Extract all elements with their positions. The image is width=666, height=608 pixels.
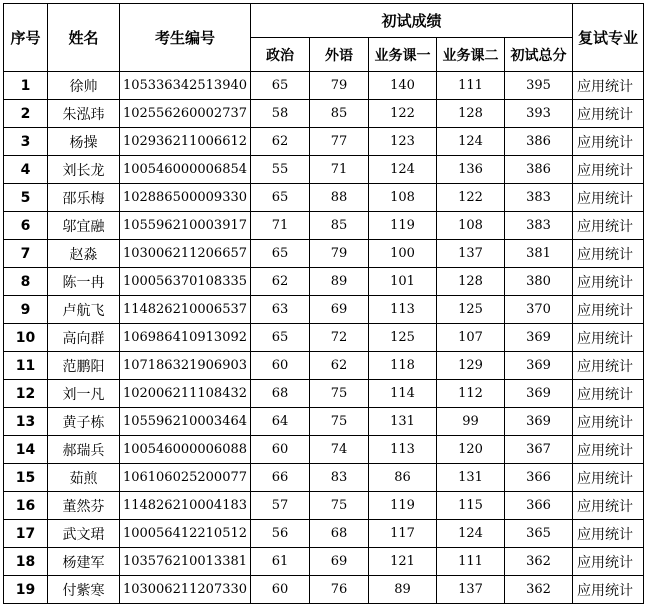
cell-course1: 118 bbox=[369, 352, 437, 380]
table-row bbox=[4, 268, 644, 296]
cell-major: 应用统计 bbox=[573, 548, 644, 576]
cell-seq: 9 bbox=[4, 296, 48, 324]
cell-exam-id: 102886500009330 bbox=[120, 184, 251, 212]
cell-course1: 100 bbox=[369, 240, 437, 268]
cell-exam-id: 100546000006088 bbox=[120, 436, 251, 464]
cell-foreign-lang: 72 bbox=[310, 324, 369, 352]
table-row bbox=[4, 156, 644, 184]
cell-exam-id: 107186321906903 bbox=[120, 352, 251, 380]
cell-course2: 120 bbox=[437, 436, 505, 464]
cell-exam-id: 105596210003464 bbox=[120, 408, 251, 436]
table-row bbox=[4, 212, 644, 240]
cell-name: 卢航飞 bbox=[48, 296, 120, 324]
cell-major: 应用统计 bbox=[573, 576, 644, 604]
cell-seq: 7 bbox=[4, 240, 48, 268]
cell-total: 362 bbox=[505, 576, 573, 604]
cell-name: 朱泓玮 bbox=[48, 100, 120, 128]
cell-total: 369 bbox=[505, 324, 573, 352]
cell-politics: 71 bbox=[251, 212, 310, 240]
cell-course1: 122 bbox=[369, 100, 437, 128]
cell-name: 杨操 bbox=[48, 128, 120, 156]
cell-name: 邵乐梅 bbox=[48, 184, 120, 212]
cell-course2: 125 bbox=[437, 296, 505, 324]
score-table bbox=[3, 3, 644, 604]
cell-total: 383 bbox=[505, 184, 573, 212]
cell-seq: 11 bbox=[4, 352, 48, 380]
cell-major: 应用统计 bbox=[573, 408, 644, 436]
cell-seq: 8 bbox=[4, 268, 48, 296]
cell-foreign-lang: 68 bbox=[310, 520, 369, 548]
cell-major: 应用统计 bbox=[573, 324, 644, 352]
cell-politics: 65 bbox=[251, 324, 310, 352]
cell-foreign-lang: 77 bbox=[310, 128, 369, 156]
cell-total: 386 bbox=[505, 156, 573, 184]
cell-exam-id: 102006211108432 bbox=[120, 380, 251, 408]
cell-course1: 86 bbox=[369, 464, 437, 492]
cell-major: 应用统计 bbox=[573, 464, 644, 492]
cell-major: 应用统计 bbox=[573, 184, 644, 212]
cell-politics: 66 bbox=[251, 464, 310, 492]
cell-foreign-lang: 74 bbox=[310, 436, 369, 464]
header-seq: 序号 bbox=[4, 4, 48, 72]
score-table-container bbox=[3, 3, 644, 604]
cell-course2: 99 bbox=[437, 408, 505, 436]
cell-seq: 1 bbox=[4, 72, 48, 100]
table-row bbox=[4, 324, 644, 352]
cell-exam-id: 102936211006612 bbox=[120, 128, 251, 156]
cell-major: 应用统计 bbox=[573, 352, 644, 380]
cell-course2: 128 bbox=[437, 100, 505, 128]
cell-foreign-lang: 83 bbox=[310, 464, 369, 492]
cell-course1: 101 bbox=[369, 268, 437, 296]
cell-course2: 124 bbox=[437, 128, 505, 156]
cell-name: 刘一凡 bbox=[48, 380, 120, 408]
cell-foreign-lang: 62 bbox=[310, 352, 369, 380]
cell-foreign-lang: 69 bbox=[310, 296, 369, 324]
cell-exam-id: 105596210003917 bbox=[120, 212, 251, 240]
cell-course1: 140 bbox=[369, 72, 437, 100]
cell-exam-id: 106106025200077 bbox=[120, 464, 251, 492]
cell-total: 380 bbox=[505, 268, 573, 296]
cell-exam-id: 100056370108335 bbox=[120, 268, 251, 296]
cell-foreign-lang: 71 bbox=[310, 156, 369, 184]
cell-total: 367 bbox=[505, 436, 573, 464]
cell-major: 应用统计 bbox=[573, 436, 644, 464]
cell-politics: 62 bbox=[251, 268, 310, 296]
cell-name: 武文珺 bbox=[48, 520, 120, 548]
cell-seq: 14 bbox=[4, 436, 48, 464]
cell-seq: 6 bbox=[4, 212, 48, 240]
cell-name: 范鹏阳 bbox=[48, 352, 120, 380]
cell-name: 黄子栋 bbox=[48, 408, 120, 436]
cell-course2: 137 bbox=[437, 240, 505, 268]
table-row bbox=[4, 100, 644, 128]
cell-course1: 117 bbox=[369, 520, 437, 548]
cell-foreign-lang: 75 bbox=[310, 380, 369, 408]
cell-foreign-lang: 85 bbox=[310, 212, 369, 240]
cell-major: 应用统计 bbox=[573, 380, 644, 408]
cell-course1: 113 bbox=[369, 296, 437, 324]
cell-name: 赵淼 bbox=[48, 240, 120, 268]
cell-total: 369 bbox=[505, 352, 573, 380]
cell-foreign-lang: 79 bbox=[310, 72, 369, 100]
cell-foreign-lang: 69 bbox=[310, 548, 369, 576]
header-name: 姓名 bbox=[48, 4, 120, 72]
cell-name: 杨建军 bbox=[48, 548, 120, 576]
cell-politics: 64 bbox=[251, 408, 310, 436]
cell-total: 386 bbox=[505, 128, 573, 156]
cell-seq: 12 bbox=[4, 380, 48, 408]
cell-seq: 13 bbox=[4, 408, 48, 436]
header-course2: 业务课二 bbox=[437, 38, 505, 72]
cell-major: 应用统计 bbox=[573, 492, 644, 520]
cell-seq: 19 bbox=[4, 576, 48, 604]
cell-foreign-lang: 75 bbox=[310, 408, 369, 436]
cell-total: 366 bbox=[505, 464, 573, 492]
header-course1: 业务课一 bbox=[369, 38, 437, 72]
cell-politics: 62 bbox=[251, 128, 310, 156]
cell-course2: 108 bbox=[437, 212, 505, 240]
cell-total: 381 bbox=[505, 240, 573, 268]
cell-total: 366 bbox=[505, 492, 573, 520]
cell-course1: 125 bbox=[369, 324, 437, 352]
table-row bbox=[4, 464, 644, 492]
cell-course1: 121 bbox=[369, 548, 437, 576]
cell-course1: 119 bbox=[369, 492, 437, 520]
cell-foreign-lang: 85 bbox=[310, 100, 369, 128]
table-row bbox=[4, 436, 644, 464]
table-row bbox=[4, 296, 644, 324]
cell-course2: 137 bbox=[437, 576, 505, 604]
header-prelim-total: 初试总分 bbox=[505, 38, 573, 72]
table-row bbox=[4, 520, 644, 548]
table-row bbox=[4, 380, 644, 408]
cell-exam-id: 103006211206657 bbox=[120, 240, 251, 268]
cell-major: 应用统计 bbox=[573, 128, 644, 156]
cell-name: 郝瑞兵 bbox=[48, 436, 120, 464]
cell-major: 应用统计 bbox=[573, 296, 644, 324]
cell-name: 刘长龙 bbox=[48, 156, 120, 184]
cell-politics: 60 bbox=[251, 436, 310, 464]
cell-seq: 4 bbox=[4, 156, 48, 184]
cell-foreign-lang: 76 bbox=[310, 576, 369, 604]
header-retest-major: 复试专业 bbox=[573, 4, 644, 72]
cell-politics: 60 bbox=[251, 352, 310, 380]
cell-foreign-lang: 79 bbox=[310, 240, 369, 268]
cell-exam-id: 103576210013381 bbox=[120, 548, 251, 576]
cell-course1: 123 bbox=[369, 128, 437, 156]
cell-major: 应用统计 bbox=[573, 100, 644, 128]
cell-major: 应用统计 bbox=[573, 212, 644, 240]
cell-politics: 65 bbox=[251, 240, 310, 268]
cell-course2: 131 bbox=[437, 464, 505, 492]
cell-course2: 122 bbox=[437, 184, 505, 212]
cell-seq: 2 bbox=[4, 100, 48, 128]
header-foreign-lang: 外语 bbox=[310, 38, 369, 72]
cell-politics: 65 bbox=[251, 184, 310, 212]
cell-course1: 131 bbox=[369, 408, 437, 436]
cell-major: 应用统计 bbox=[573, 72, 644, 100]
cell-exam-id: 100546000006854 bbox=[120, 156, 251, 184]
table-row bbox=[4, 492, 644, 520]
cell-exam-id: 105336342513940 bbox=[120, 72, 251, 100]
cell-course2: 124 bbox=[437, 520, 505, 548]
cell-exam-id: 100056412210512 bbox=[120, 520, 251, 548]
cell-total: 395 bbox=[505, 72, 573, 100]
header-prelim-group: 初试成绩 bbox=[251, 4, 573, 38]
cell-seq: 17 bbox=[4, 520, 48, 548]
cell-name: 茹煎 bbox=[48, 464, 120, 492]
table-row bbox=[4, 72, 644, 100]
cell-course2: 115 bbox=[437, 492, 505, 520]
cell-course2: 107 bbox=[437, 324, 505, 352]
cell-exam-id: 114826210004183 bbox=[120, 492, 251, 520]
cell-seq: 15 bbox=[4, 464, 48, 492]
cell-course1: 119 bbox=[369, 212, 437, 240]
table-row bbox=[4, 352, 644, 380]
cell-name: 邬宜融 bbox=[48, 212, 120, 240]
cell-total: 369 bbox=[505, 380, 573, 408]
cell-foreign-lang: 88 bbox=[310, 184, 369, 212]
table-row bbox=[4, 548, 644, 576]
table-row bbox=[4, 576, 644, 604]
cell-politics: 60 bbox=[251, 576, 310, 604]
table-row bbox=[4, 240, 644, 268]
cell-major: 应用统计 bbox=[573, 240, 644, 268]
cell-seq: 5 bbox=[4, 184, 48, 212]
cell-course2: 111 bbox=[437, 72, 505, 100]
cell-seq: 10 bbox=[4, 324, 48, 352]
cell-politics: 68 bbox=[251, 380, 310, 408]
cell-major: 应用统计 bbox=[573, 156, 644, 184]
cell-exam-id: 106986410913092 bbox=[120, 324, 251, 352]
cell-total: 365 bbox=[505, 520, 573, 548]
cell-name: 陈一冉 bbox=[48, 268, 120, 296]
cell-politics: 58 bbox=[251, 100, 310, 128]
cell-total: 369 bbox=[505, 408, 573, 436]
table-row bbox=[4, 128, 644, 156]
cell-major: 应用统计 bbox=[573, 520, 644, 548]
cell-exam-id: 102556260002737 bbox=[120, 100, 251, 128]
cell-seq: 16 bbox=[4, 492, 48, 520]
cell-foreign-lang: 89 bbox=[310, 268, 369, 296]
cell-major: 应用统计 bbox=[573, 268, 644, 296]
cell-name: 董然芬 bbox=[48, 492, 120, 520]
cell-name: 高向群 bbox=[48, 324, 120, 352]
cell-course2: 129 bbox=[437, 352, 505, 380]
table-body bbox=[4, 72, 644, 604]
cell-total: 362 bbox=[505, 548, 573, 576]
cell-seq: 18 bbox=[4, 548, 48, 576]
cell-exam-id: 114826210006537 bbox=[120, 296, 251, 324]
cell-total: 383 bbox=[505, 212, 573, 240]
cell-politics: 55 bbox=[251, 156, 310, 184]
table-header bbox=[4, 4, 644, 72]
cell-politics: 57 bbox=[251, 492, 310, 520]
table-row bbox=[4, 184, 644, 212]
cell-total: 370 bbox=[505, 296, 573, 324]
cell-politics: 63 bbox=[251, 296, 310, 324]
cell-politics: 61 bbox=[251, 548, 310, 576]
cell-course1: 89 bbox=[369, 576, 437, 604]
cell-course2: 136 bbox=[437, 156, 505, 184]
cell-course2: 112 bbox=[437, 380, 505, 408]
cell-course2: 111 bbox=[437, 548, 505, 576]
cell-politics: 65 bbox=[251, 72, 310, 100]
cell-exam-id: 103006211207330 bbox=[120, 576, 251, 604]
cell-course1: 124 bbox=[369, 156, 437, 184]
header-exam-id: 考生编号 bbox=[120, 4, 251, 72]
cell-course1: 108 bbox=[369, 184, 437, 212]
cell-total: 393 bbox=[505, 100, 573, 128]
cell-name: 付紫寒 bbox=[48, 576, 120, 604]
cell-course1: 114 bbox=[369, 380, 437, 408]
cell-seq: 3 bbox=[4, 128, 48, 156]
cell-course2: 128 bbox=[437, 268, 505, 296]
header-politics: 政治 bbox=[251, 38, 310, 72]
cell-foreign-lang: 75 bbox=[310, 492, 369, 520]
cell-politics: 56 bbox=[251, 520, 310, 548]
cell-name: 徐帅 bbox=[48, 72, 120, 100]
cell-course1: 113 bbox=[369, 436, 437, 464]
table-row bbox=[4, 408, 644, 436]
